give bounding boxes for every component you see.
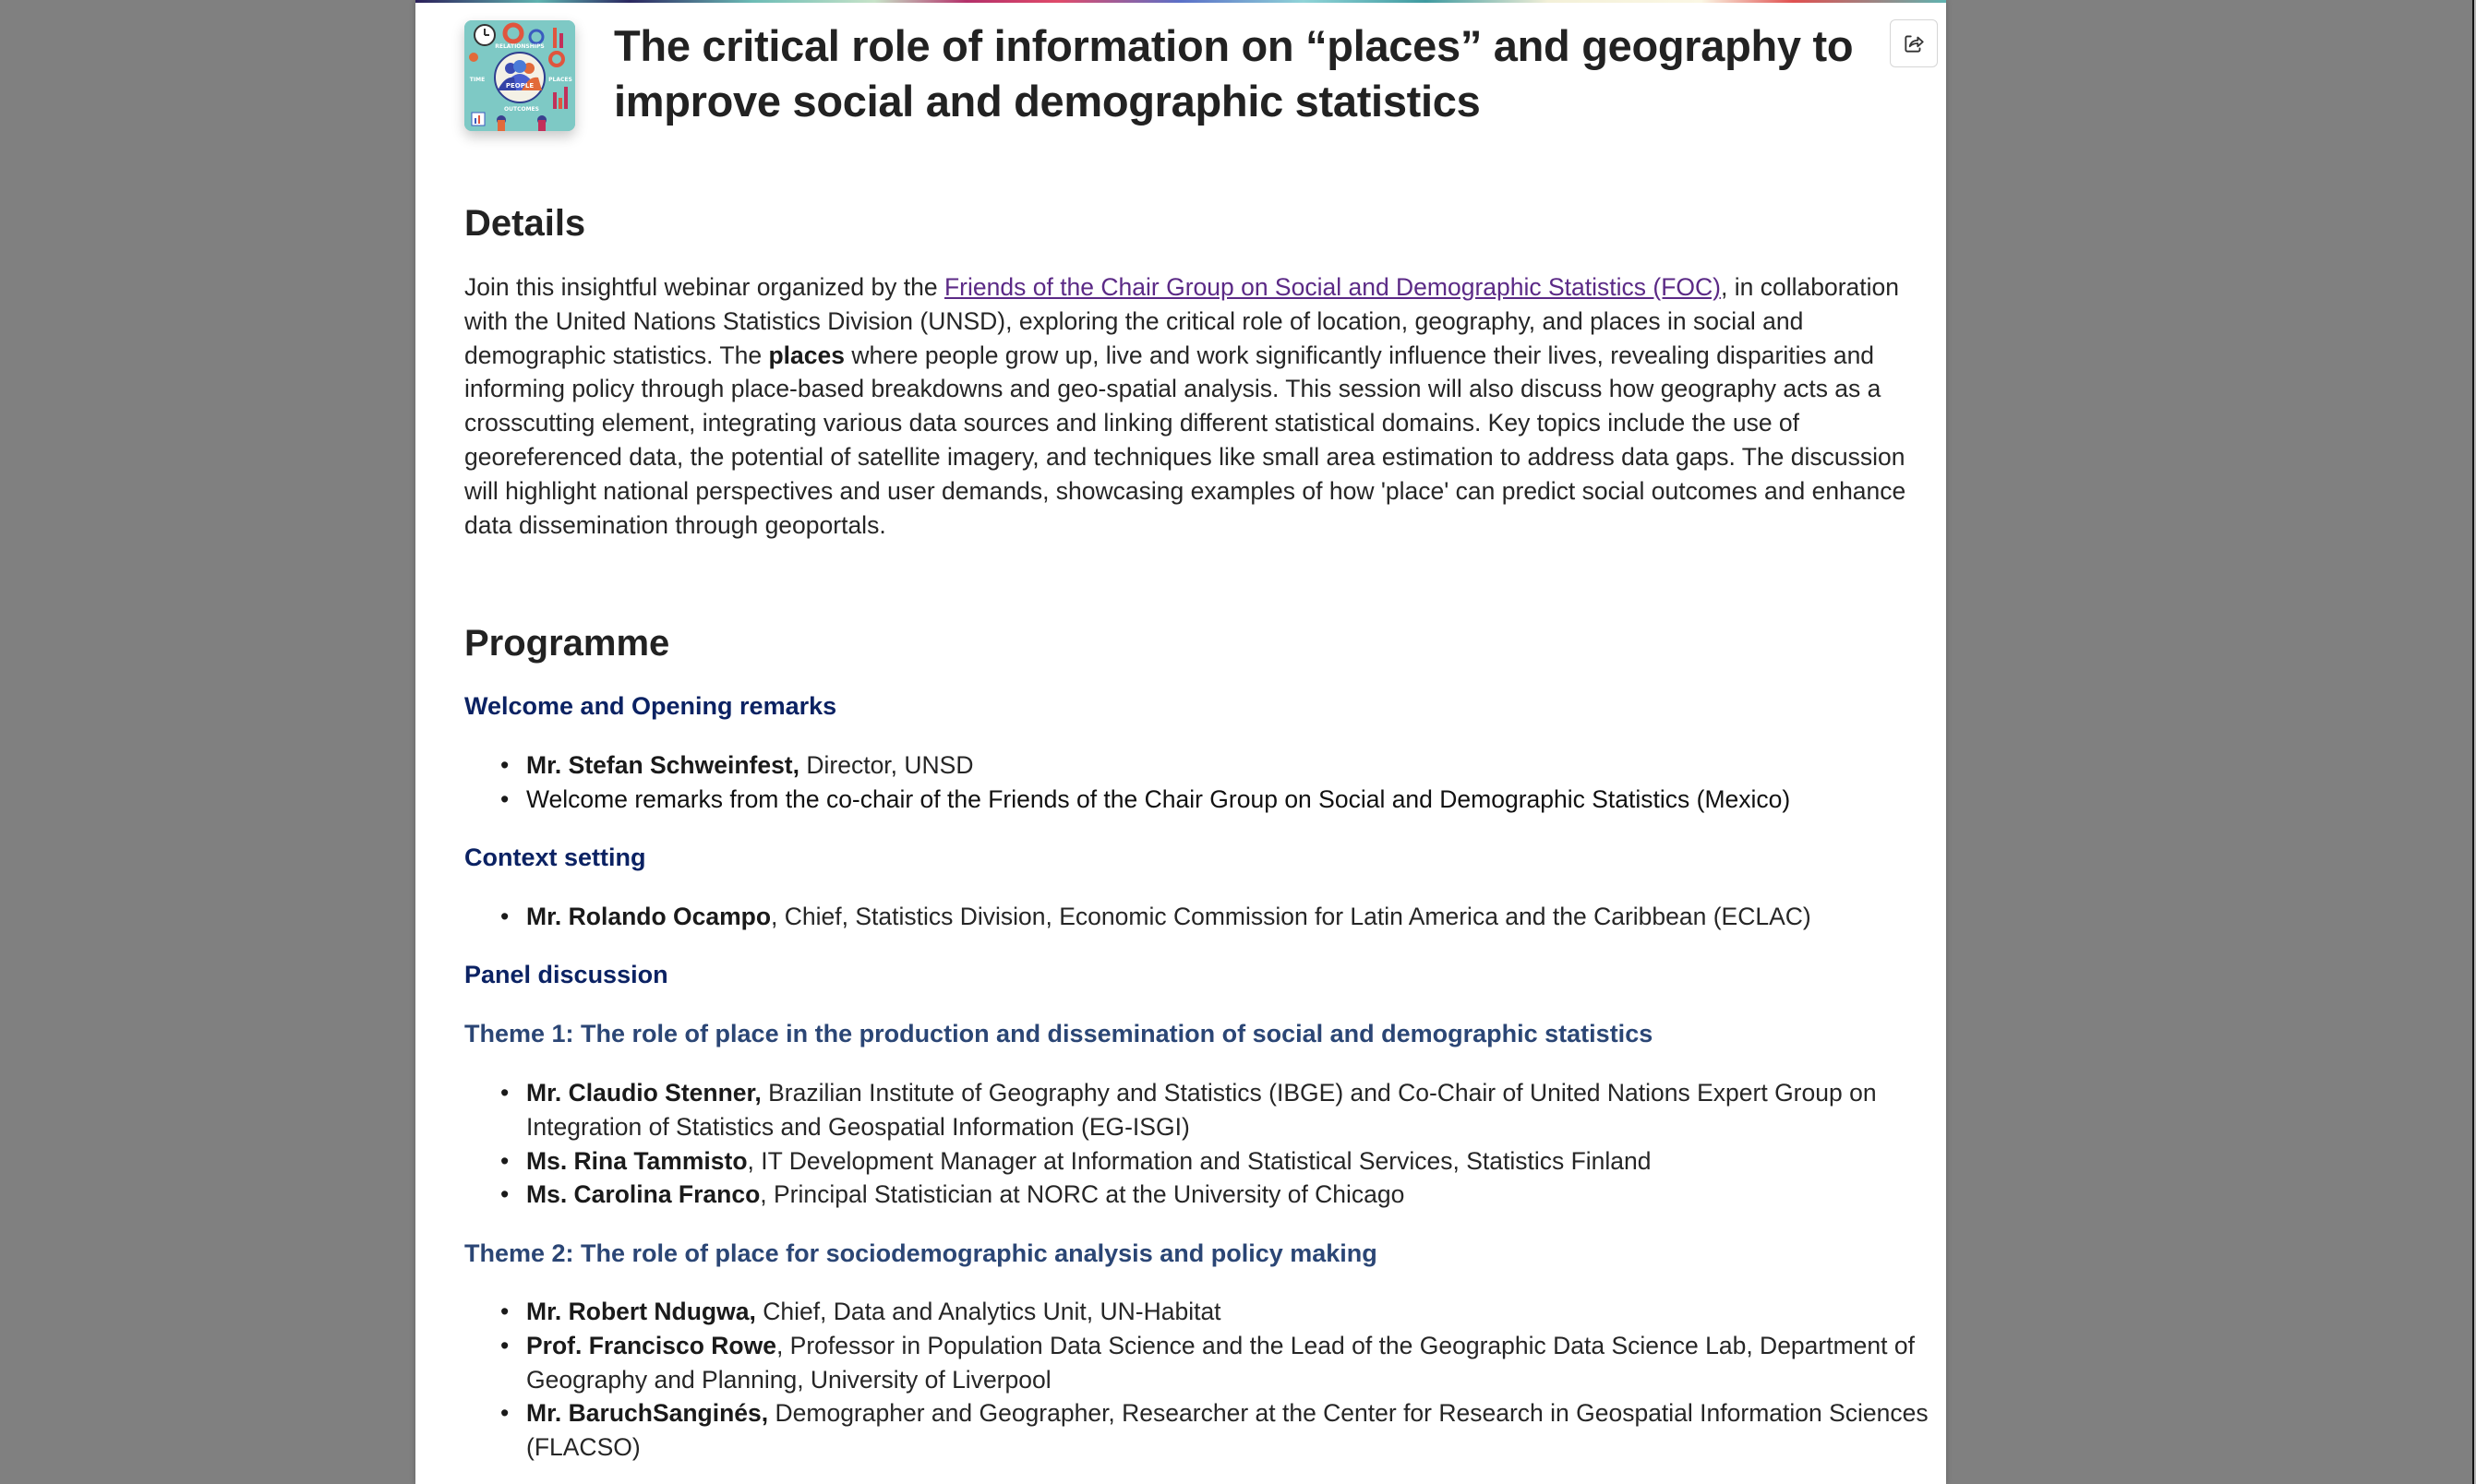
context-section-heading: Context setting — [464, 844, 646, 871]
details-bold-word: places — [768, 341, 845, 369]
event-title: The critical role of information on “places” and geography to improve social and demographic statistics — [614, 21, 1854, 126]
welcome-section-heading: Welcome and Opening remarks — [464, 692, 837, 720]
list-item — [526, 1144, 1939, 1179]
list-item — [526, 1295, 1939, 1329]
thumbnail-label-relationships: RELATIONSHIPS — [495, 43, 545, 50]
speaker-role: , Principal Statistician at NORC at the University of Chicago — [760, 1180, 1405, 1209]
window-edge — [2472, 0, 2476, 1484]
event-thumbnail-image — [464, 20, 575, 131]
foc-link[interactable]: Friends of the Chair Group on Social and Demographic Statistics (FOC) — [944, 273, 1721, 301]
speaker-name: Mr. BaruchSanginés, — [526, 1399, 769, 1428]
welcome-speaker-list — [464, 748, 1939, 817]
list-item — [526, 1329, 1939, 1397]
details-heading: Details — [464, 203, 586, 244]
banner-image-strip — [415, 0, 1946, 3]
list-item — [526, 783, 1939, 817]
list-item — [526, 900, 1939, 934]
panel-section-heading: Panel discussion — [464, 961, 668, 988]
speaker-role: , Professor in Population Data Science and the Lead of the Geographic Data Science Lab, Department of Geography and Planning, University of Liverpool — [526, 1331, 1915, 1394]
details-after-link-text: , in collaboration with the United Nations Statistics Division (UNSD), exploring the critical role of location, geography, and places in social and demographic statistics. The — [464, 273, 1899, 369]
share-button[interactable] — [1890, 19, 1938, 67]
theme1-speaker-list — [464, 1076, 1939, 1212]
programme-heading: Programme — [464, 623, 670, 664]
speaker-name: Mr. Stefan Schweinfest, — [526, 751, 799, 779]
list-item — [526, 1396, 1939, 1465]
context-speaker-list — [464, 900, 1939, 934]
speaker-name: Mr. Rolando Ocampo — [526, 903, 772, 930]
event-thumbnail-illustration — [464, 20, 575, 131]
speaker-role: , IT Development Manager at Information and Statistical Services, Statistics Finland — [747, 1146, 1652, 1175]
speaker-role: Demographer and Geographer, Researcher at the Center for Research in Geospatial Information Sciences (FLACSO) — [526, 1399, 1929, 1462]
speaker-name: Prof. Francisco Rowe — [526, 1331, 776, 1359]
theme2-speaker-list — [464, 1295, 1939, 1465]
speaker-role: Chief, Data and Analytics Unit, UN-Habitat — [755, 1298, 1221, 1325]
details-intro-text: Join this insightful webinar organized by the — [464, 273, 944, 301]
speaker-name: Mr. Claudio Stenner, — [526, 1079, 762, 1107]
theme1-heading: Theme 1: The role of place in the production and dissemination of social and demographic statistics — [464, 1020, 1653, 1047]
thumbnail-label-outcomes: OUTCOMES — [504, 106, 539, 113]
list-item — [526, 748, 1939, 783]
theme2-heading: Theme 2: The role of place for sociodemographic analysis and policy making — [464, 1239, 1377, 1267]
agenda-item-text: Welcome remarks from the co-chair of the Friends of the Chair Group on Social and Demographic Statistics (Mexico) — [526, 784, 1791, 813]
speaker-name: Mr. Robert Ndugwa, — [526, 1298, 756, 1325]
speaker-role: Brazilian Institute of Geography and Statistics (IBGE) and Co-Chair of United Nations Expert Group on Integration of Statistics and Geospatial Information (EG-ISGI) — [526, 1079, 1877, 1141]
speaker-name: Ms. Rina Tammisto — [526, 1146, 748, 1175]
details-description — [464, 270, 1932, 542]
speaker-role: , Chief, Statistics Division, Economic Commission for Latin America and the Caribbean (ECLAC) — [771, 903, 1811, 930]
speaker-name: Ms. Carolina Franco — [526, 1180, 761, 1209]
share-icon — [1902, 31, 1926, 55]
list-item — [526, 1076, 1939, 1144]
thumbnail-label-people: PEOPLE — [505, 82, 535, 90]
list-item — [526, 1178, 1939, 1212]
thumbnail-label-time: TIME — [469, 77, 486, 83]
event-detail-panel — [415, 0, 1946, 1484]
speaker-role: Director, UNSD — [799, 751, 974, 779]
details-rest-text: where people grow up, live and work significantly influence their lives, revealing disparities and informing policy through place-based breakdowns and geo-spatial analysis. This session will also discuss how geography acts as a crosscutting element, integrating various data sources and linking different statistical domains. Key topics include the use of georeferenced data, the potential of satellite imagery, and techniques like small area estimation to address data gaps. The discussion will highlight national perspectives and user demands, showcasing examples of how 'place' can predict social outcomes and enhance data dissemination through geoportals. — [464, 341, 1906, 539]
thumbnail-label-places: PLACES — [548, 77, 572, 83]
